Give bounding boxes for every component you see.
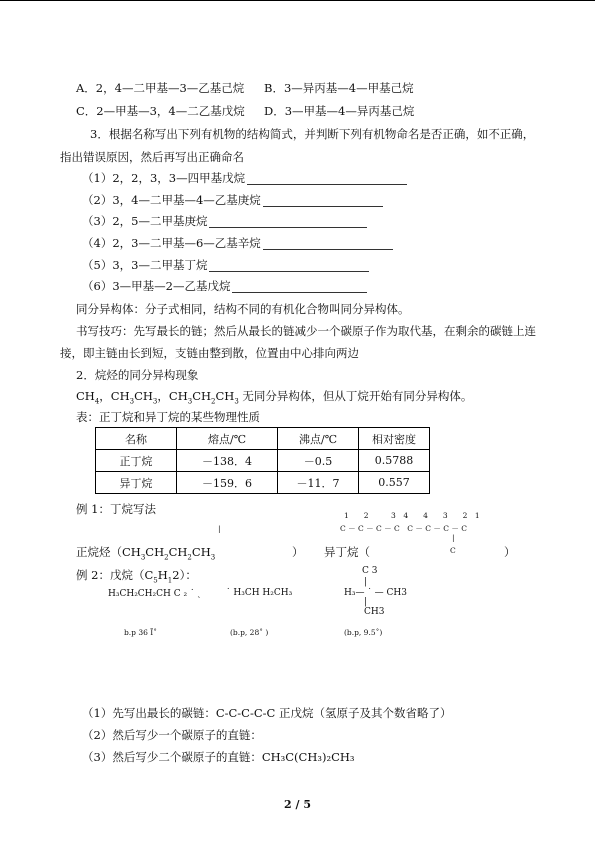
isomer-definition: 同分异构体：分子式相同，结构不同的有机化合物叫同分异构体。 — [76, 302, 410, 316]
option-a: A．2，4—二甲基—3—乙基己烷 — [76, 81, 245, 95]
table-cell: －11．7 — [278, 472, 359, 494]
carbon-numbering: 1 2 3 4 4 3 2 1 — [344, 511, 480, 520]
neopentane-middle: H₃— ˙ — CH3 — [344, 588, 407, 598]
table-cell: 异丁烷 — [96, 472, 177, 494]
branch-bond: | — [452, 533, 455, 542]
bond-mark: | — [218, 524, 221, 533]
pentane-structure: H₃CH₂CH₂CH C ₂ ˙ ˏ — [108, 589, 201, 599]
table-cell: －159．6 — [177, 472, 278, 494]
page-number: 2 / 5 — [284, 798, 311, 811]
neopentane-bottom: CH3 — [364, 607, 385, 617]
answer-blank[interactable] — [247, 173, 407, 185]
table-cell: 正丁烷 — [96, 450, 177, 472]
option-d: D．3—甲基—4—异丙基己烷 — [264, 104, 415, 118]
example1-title: 例 1：丁烷写法 — [76, 502, 156, 516]
normal-butane-close: ） — [292, 545, 304, 559]
question3-item-4: （4）2，3—二甲基—6—乙基辛烷 — [82, 236, 393, 250]
option-c: C．2—甲基—3，4—二乙基戊烷 — [76, 104, 245, 118]
table-cell: 0.5788 — [359, 450, 430, 472]
question3-item-6: （6）3—甲基—2—乙基戊烷 — [82, 279, 367, 293]
isobutane-label: 异丁烷（ — [324, 545, 370, 559]
boiling-point-2: (b.p, 28˚ ) — [230, 628, 269, 637]
answer-blank[interactable] — [209, 260, 369, 272]
question3-line1: 3．根据名称写出下列有机物的结构简式，并判断下列有机物命名是否正确，如不正确， — [90, 127, 535, 141]
answer-blank[interactable] — [209, 216, 367, 228]
question3-item-3: （3）2，5—二甲基庚烷 — [82, 214, 367, 228]
bond-mark: | — [364, 577, 368, 587]
table-cell: 0.557 — [359, 472, 430, 494]
question3-item-2: （2）3，4—二甲基—4—乙基庚烷 — [82, 193, 383, 207]
step-2: （2）然后写少一个碳原子的直链： — [82, 728, 262, 742]
answer-blank[interactable] — [232, 281, 367, 293]
properties-table — [95, 427, 430, 494]
step-3: （3）然后写少二个碳原子的直链：CH₃C(CH₃)₂CH₃ — [82, 750, 355, 764]
neopentane-top: C 3 — [362, 566, 378, 576]
tips-line2: 接，即主链由长到短，支链由整到散，位置由中心排向两边 — [60, 346, 359, 360]
branch-carbon: C — [450, 546, 456, 555]
table-header: 熔点/℃ — [177, 428, 278, 450]
normal-butane: 正烷烃（$CH_3CH_2CH_2CH_3$ — [76, 545, 216, 562]
option-b: B．3—异丙基—4—甲基己烷 — [264, 81, 414, 95]
table-header: 相对密度 — [359, 428, 430, 450]
table-header-row — [96, 428, 430, 450]
boiling-point-3: (b.p, 9.5˚) — [344, 628, 383, 637]
table-row — [96, 450, 430, 472]
boiling-point-1: b.p 36 Ĩ˚ — [124, 628, 158, 637]
bond-mark: | — [364, 597, 368, 607]
isopentane-structure: ˙ H₃CH H₂CH₃ — [226, 588, 293, 598]
answer-blank[interactable] — [263, 238, 393, 250]
tips-line1: 书写技巧：先写最长的链；然后从最长的链减少一个碳原子作为取代基，在剩余的碳链上连 — [76, 324, 536, 338]
example2-title: 例 2：戊烷$(C_5H_12)$： — [76, 568, 197, 585]
header-rule — [0, 0, 595, 1]
table-header: 沸点/℃ — [278, 428, 359, 450]
question3-item-5: （5）3，3—二甲基丁烷 — [82, 258, 369, 272]
question3-item-1: （1）2，2，3，3—四甲基戊烷 — [82, 171, 407, 185]
table-cell: －0.5 — [278, 450, 359, 472]
alkane-line: $CH_4$，$CH_3CH_3$，$CH_3CH_2CH_3$ 无同分异构体，但从丁烷开始有同分异构体。 — [76, 389, 473, 406]
table-caption: 表：正丁烷和异丁烷的某些物理性质 — [76, 410, 260, 424]
carbon-chain: C － C － C － C C － C － C － C — [340, 524, 468, 533]
table-row — [96, 472, 430, 494]
section-title: 2．烷烃的同分异构现象 — [76, 368, 199, 382]
step-1: （1）先写出最长的碳链：C-C-C-C-C 正戊烷（氢原子及其个数省略了） — [82, 706, 452, 720]
answer-blank[interactable] — [263, 195, 383, 207]
table-header: 名称 — [96, 428, 177, 450]
table-cell: －138．4 — [177, 450, 278, 472]
question3-line2: 指出错误原因，然后再写出正确命名 — [60, 150, 244, 164]
isobutane-close: ） — [504, 545, 516, 559]
